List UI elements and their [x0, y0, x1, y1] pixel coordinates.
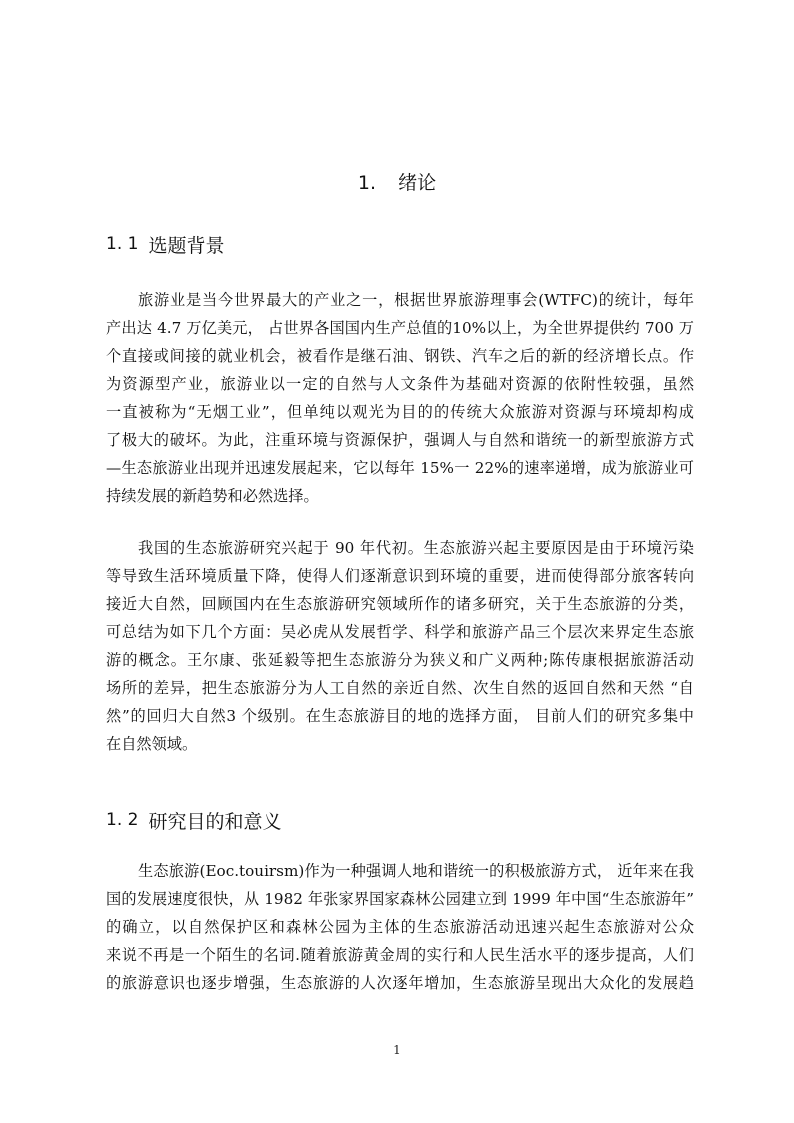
- text-line: 持续发展的新趋势和必然选择。: [106, 487, 319, 505]
- paragraph-1-1-b: [106, 534, 694, 758]
- chapter-title: [0, 172, 794, 194]
- chapter-title-text: 绪论: [398, 172, 437, 194]
- section-title: 研究目的和意义: [148, 811, 282, 833]
- section-number: 1. 2: [106, 810, 139, 830]
- text-line: 生态旅游(Eoc.touirsm)作为一种强调人地和谐统一的积极旅游方式， 近年来在我: [138, 862, 694, 880]
- text-line: 然”的回归大自然3 个级别。在生态旅游目的地的选择方面， 目前人们的研究多集中: [106, 707, 694, 725]
- section-heading-1-1: [106, 235, 224, 258]
- text-line: 了极大的破坏。为此，注重环境与资源保护，强调人与自然和谐统一的新型旅游方式: [106, 431, 694, 449]
- text-line: 的确立，以自然保护区和森林公园为主体的生态旅游活动迅速兴起生态旅游对公众: [106, 918, 694, 936]
- text-line: 的旅游意识也逐步增强，生态旅游的人次逐年增加，生态旅游呈现出大众化的发展趋: [106, 974, 694, 992]
- section-number: 1. 1: [106, 234, 139, 254]
- text-line: 游的概念。王尔康、张延毅等把生态旅游分为狭义和广义两种;陈传康根据旅游活动: [106, 651, 694, 669]
- text-line: 接近大自然，回顾国内在生态旅游研究领域所作的诸多研究，关于生态旅游的分类，: [106, 595, 694, 613]
- text-line: 一直被称为“无烟工业”，但单纯以观光为目的的传统大众旅游对资源与环境却构成: [106, 403, 694, 421]
- paragraph-1-2-a: [106, 857, 694, 997]
- paragraph-1-1-a: [106, 286, 694, 510]
- section-title: 选题背景: [148, 235, 225, 257]
- text-line: —生态旅游业出现并迅速发展起来，它以每年 15%一 22%的速率递增，成为旅游业可: [106, 459, 694, 477]
- chapter-number: 1.: [357, 172, 377, 194]
- text-line: 在自然领域。: [106, 735, 198, 753]
- text-line: 国的发展速度很快，从 1982 年张家界国家森林公园建立到 1999 年中国“生态旅游年”: [106, 890, 694, 908]
- text-line: 旅游业是当今世界最大的产业之一，根据世界旅游理事会(WTFC)的统计，每年: [138, 291, 694, 309]
- text-line: 个直接或间接的就业机会，被看作是继石油、钢铁、汽车之后的新的经济增长点。作: [106, 347, 694, 365]
- page-number: 1: [393, 1043, 401, 1057]
- text-line: 可总结为如下几个方面：吴必虎从发展哲学、科学和旅游产品三个层次来界定生态旅: [106, 623, 694, 641]
- text-line: 来说不再是一个陌生的名词.随着旅游黄金周的实行和人民生活水平的逐步提高，人们: [106, 946, 694, 964]
- text-line: 等导致生活环境质量下降，使得人们逐渐意识到环境的重要，进而使得部分旅客转向: [106, 567, 694, 585]
- text-line: 场所的差异，把生态旅游分为人工自然的亲近自然、次生自然的返回自然和天然 “自: [106, 679, 694, 697]
- text-line: 产出达 4.7 万亿美元， 占世界各国国内生产总值的10%以上，为全世界提供约 700 万: [106, 319, 694, 337]
- text-line: 我国的生态旅游研究兴起于 90 年代初。生态旅游兴起主要原因是由于环境污染: [138, 539, 694, 557]
- section-heading-1-2: [106, 811, 281, 834]
- text-line: 为资源型产业，旅游业以一定的自然与人文条件为基础对资源的依附性较强，虽然: [106, 375, 694, 393]
